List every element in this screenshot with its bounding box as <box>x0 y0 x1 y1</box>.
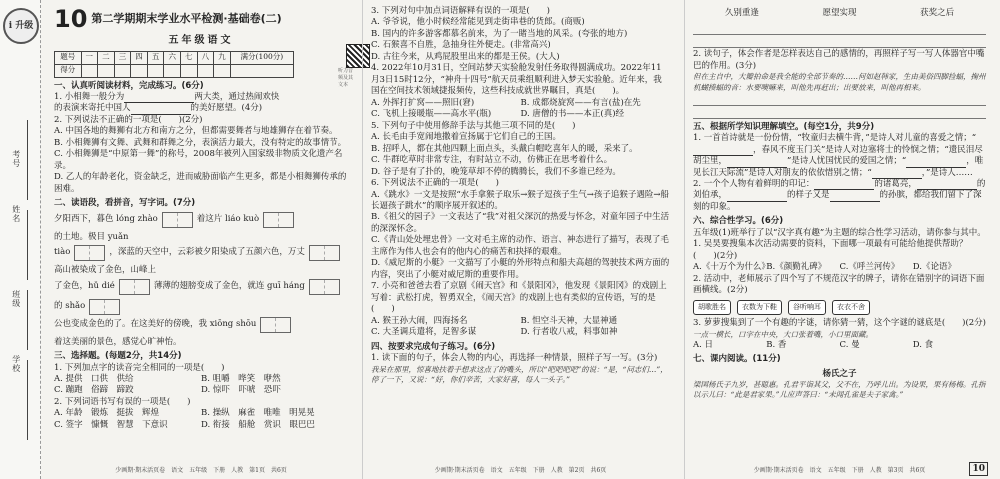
option-text[interactable]: C. 石猴喜不自胜，急抽身往外便走。(非常高兴) <box>371 40 551 51</box>
s1-question-2: 2. 下列说法不正确的一项是( )(2分) <box>54 114 203 125</box>
name-label: 姓名 <box>11 205 21 223</box>
option-text[interactable]: D. 谷子是有了扑的，晚笼草却不停的腾腾长，我们不多谁已经为。 <box>371 166 621 177</box>
s6-q1-options <box>693 262 986 273</box>
score-cell[interactable] <box>114 64 131 77</box>
answer-line[interactable] <box>693 94 986 106</box>
score-header-cell: 二 <box>98 51 115 64</box>
answer-blank[interactable] <box>727 192 787 202</box>
school-label: 学校 <box>11 355 21 373</box>
option-text[interactable]: A. 提供 口供 供给 <box>54 374 134 384</box>
option-text[interactable]: B. 小相舞狮有文舞、武舞和群舞之分，表演活力最大，没有特定的故事情节。 <box>54 137 347 148</box>
sign-card[interactable]: 衣衣不舍 <box>832 300 870 315</box>
score-header-cell: 五 <box>147 51 164 64</box>
s6-intro: 五年级(1)班举行了以“汉字真有趣”为主题的综合性学习活动，请你参与其中。 <box>693 227 986 238</box>
score-header-cell: 四 <box>131 51 148 64</box>
section-5-heading: 五、根据所学知识理解填空。(每空1分，共9分) <box>693 121 875 132</box>
answer-blank[interactable] <box>693 146 753 156</box>
class-label: 班级 <box>11 290 21 308</box>
score-cell[interactable] <box>197 64 214 77</box>
option-text[interactable]: C. 签字 慷慨 智慧 下意识 <box>54 419 168 430</box>
pinyin-line-3: 了金色，hǔ dié 薄薄的翅膀变成了金色，就连 guī háng 的 shǎo <box>54 279 348 315</box>
page-column-2 <box>362 0 678 479</box>
option-text[interactable]: A. 长毛由手宽闹地撒着宣扬属于它们自己的王国。 <box>371 132 562 143</box>
option-text[interactable]: C. 大圣调兵遣将，足智多谋 <box>371 327 477 338</box>
s3-question-1: 1. 下列加点字的读音完全相同的一项是( ) <box>54 362 225 373</box>
score-cell[interactable] <box>180 64 197 77</box>
class-line[interactable] <box>27 290 28 350</box>
score-header-label: 题号 <box>55 51 82 64</box>
char-box[interactable] <box>119 279 150 295</box>
question-4: 4. 2022年10月31日，空间站梦天实验舱发射任务取得圆满成功。2022年11月3日15时12分，“神舟十四号”航天员乘组顺利进入梦天实验舱。近年来，我国在空间技术领域捷报频传，这些科技成就世界瞩目，真是( )。 <box>371 63 662 97</box>
char-box[interactable] <box>89 299 120 315</box>
question-5: 5. 下列句子中使用修辞手法与其他三项不同的是( ) <box>371 120 576 131</box>
score-header-cell: 七 <box>180 51 197 64</box>
score-header-cell: 八 <box>197 51 214 64</box>
answer-blank[interactable] <box>124 93 194 103</box>
option-text[interactable]: C.《青山处处埋忠骨》一文对毛主席的动作、语言、神态进行了描写，表现了毛主席作为伟人也会有的他内心的痛苦和抉择的艰难。 <box>371 235 669 257</box>
option-text[interactable]: A. 爷爷说，他小时候经常能见到走街串巷的货郎。(商贩) <box>371 17 585 28</box>
score-row-label: 得分 <box>55 64 82 77</box>
answer-blank[interactable] <box>131 105 191 115</box>
s1-question-1: 1. 小相舞一般分为 两大类，通过热闹欢快 <box>54 91 280 102</box>
exam-number-label: 考号 <box>11 150 21 168</box>
answer-blank[interactable] <box>830 192 880 202</box>
c3-example: 但在主自中，大瓣拍命是我全能的全部节奏的……何如赵韩家，生由美俗四脚捡蝠，掬州机蝴揍蝠的音：水要噢嘛来，叫他先再赶出；出要放来，叫他再相来。 <box>693 72 986 92</box>
option-text[interactable]: A. 日 <box>693 339 714 350</box>
subject-title: 五年级语文 <box>168 35 234 46</box>
section-1-heading: 一、认真听阅读材料，完成练习。(6分) <box>54 80 204 91</box>
s6-q3-options <box>693 340 986 351</box>
s6-question-3: 3. 萝萝搜集到了一个有趣的字谜，请你猜一猜，这个字谜的谜底是( )(2分) <box>693 318 986 329</box>
q7-options <box>371 316 670 339</box>
pinyin-line-2: tiào ，深蓝的天空中，云彩被夕阳染成了五颜六色，万丈 高山被染成了金色，山峰上 <box>54 245 348 276</box>
option-text[interactable]: A. 中国各地的舞狮有北方和南方之分，但都需要舞者与地雄狮存在着节奏。 <box>54 126 338 137</box>
option-text[interactable]: A. 猴王孙大闹，四海扬名 <box>371 315 468 326</box>
answer-blank[interactable] <box>872 169 922 179</box>
page-column-1 <box>46 0 356 479</box>
option-text[interactable]: D. 唐僧的书——本正(真)经 <box>520 109 625 120</box>
answer-blank[interactable] <box>727 158 787 168</box>
score-cell[interactable] <box>147 64 164 77</box>
char-box[interactable] <box>309 245 340 261</box>
score-cell[interactable] <box>131 64 148 77</box>
option-text[interactable]: C. 牛群吃草时非常专注，有时站立不动，仿佛正在思考着什么。 <box>371 155 613 166</box>
situation-option[interactable]: 久别重逢 <box>724 8 759 18</box>
score-cell[interactable] <box>230 64 293 77</box>
s3-question-2: 2. 下列词语书写有误的一项是( ) <box>54 396 191 407</box>
story-title: 杨氏之子 <box>822 368 857 379</box>
pinyin-line-1: 夕阳西下，暮色 lóng zhào 着这片 liáo kuò 的土地。极目 yuǎn <box>54 212 348 243</box>
option-text[interactable]: B. 香 <box>766 339 787 350</box>
option-text[interactable]: B. 咀嚼 哗笑 咿然 <box>201 374 281 384</box>
page-column-3 <box>684 0 994 479</box>
situation-choices <box>693 8 986 19</box>
option-text[interactable]: B. 怛空斗天神，大显神通 <box>520 315 618 326</box>
s3-q1-options <box>54 374 348 397</box>
s4-example: 我呆在那里，惊喜地扶着手想求这点了的嘴头，所以“吧吧吧吧”的说：“是，“问志们…”，停了一下，又说：“好，你们辛苦，大家好喜，每人一头子。” <box>371 364 668 384</box>
qr-caption: 听力音频及其文本 <box>338 68 354 88</box>
exam-number: 10 <box>54 4 88 33</box>
option-text[interactable]: C. 飞机上接暖瓶——高水平(瓶) <box>371 109 492 120</box>
option-text[interactable]: A. 年龄 锻炼 挺拔 辉煌 <box>54 408 160 419</box>
option-text[interactable]: B. 招呼人，都在其他四颗上面点头，头戴白帽吃喜年人的暖，采来了。 <box>371 143 638 154</box>
s5-question-2: 2. 一个个人物有着鲜明的印记： 的诸葛亮， 的刘伯承， 的样子又是 的孙膑，都给我们留下了深刻的印象。 <box>693 179 986 212</box>
option-text[interactable]: D. 乙人的年龄老化，资金缺乏，进而威胁面临产生更多，都是小相舞狮传承的困难。 <box>54 172 347 194</box>
situation-option[interactable]: 愿望实现 <box>822 8 857 18</box>
option-text[interactable]: A.《十万个为什么》 <box>693 262 770 273</box>
page-footer: 少画期·期末活页卷 语文 五年级 下册 人教 第1页 共6页 <box>115 466 287 474</box>
option-text[interactable]: D.《论语》 <box>912 262 956 273</box>
riddle-text: 一点一横长，口字在中央，大口张着嘴，小口里面藏。 <box>693 329 873 339</box>
char-box[interactable] <box>260 317 291 333</box>
option-text[interactable]: D. 食 <box>912 339 934 350</box>
question-7: 7. 小亮和爸爸去看了京剧《闹天宫》和《景阳冈》，他发现《景阳冈》的戏剧上写着：武松打虎，智勇双全，《闹天宫》的戏剧上也有类似的宣传语，写的是( ) <box>371 281 667 315</box>
s1-question-1-cont: 的表演来寄托中国人 的美好愿望。(4分) <box>54 103 263 114</box>
page-number: 10 <box>969 462 988 476</box>
sign-cards <box>693 300 986 315</box>
score-cell[interactable] <box>81 64 98 77</box>
option-text[interactable]: C. 曼 <box>839 339 860 350</box>
s3-q2-options <box>54 408 348 431</box>
sign-card[interactable]: 胡歌胜名 <box>693 300 731 315</box>
score-header-cell: 三 <box>114 51 131 64</box>
school-line[interactable] <box>27 360 28 440</box>
option-text[interactable]: D. 惊吓 吓唬 恐吓 <box>201 385 281 396</box>
answer-blank[interactable] <box>917 180 977 190</box>
s6-question-2: 2. 活动中，老师展示了四个写了不规范汉字的牌子，请你在错别字的词语下面画横线。(2分) <box>693 273 985 296</box>
s5-question-1: 1. 一首首诗就是一份份情，“牧童归去横牛背，”是诗人对儿童的喜爱之情；“，春风不度玉门关”是诗人对边塞将士的怜悯之情；“遗民泪尽胡尘里， ”是诗人忧国忧民的爱国之情；“ ，唯见长江天际流”是诗人对朋友的依依惜别之情；“ ，”是诗人…… <box>693 133 984 178</box>
binding-margin <box>0 0 41 479</box>
option-text[interactable]: D. 衔接 船舱 赏识 眼巴巴 <box>201 419 315 430</box>
char-box[interactable] <box>309 279 340 295</box>
brand-logo: i 升级 <box>3 8 39 44</box>
section-4-heading: 四、按要求完成句子练习。(6分) <box>371 341 496 352</box>
score-header-cell: 九 <box>214 51 231 64</box>
char-box[interactable] <box>74 245 105 261</box>
section-2-heading: 二、读语段，看拼音，写字词。(7分) <box>54 198 196 209</box>
score-cell[interactable] <box>164 64 181 77</box>
question-6: 6. 下列说法不正确的一项是( ) <box>371 178 499 189</box>
score-header-cell: 一 <box>81 51 98 64</box>
char-box[interactable] <box>263 212 294 228</box>
answer-blank[interactable] <box>906 158 966 168</box>
answer-line[interactable] <box>693 107 986 119</box>
answer-blank[interactable] <box>814 180 874 190</box>
sign-card[interactable]: 衣数为下鞋 <box>737 300 782 315</box>
page-footer: 少画期·期末活页卷 语文 五年级 下册 人教 第3页 共6页 <box>753 466 926 474</box>
score-cell[interactable] <box>214 64 231 77</box>
option-text[interactable]: B.《颜勤礼碑》 <box>766 262 827 273</box>
score-header-cell: 六 <box>164 51 181 64</box>
char-box[interactable] <box>162 212 193 228</box>
option-text[interactable]: C.《呼兰河传》 <box>839 262 900 273</box>
s4-question-1: 1. 读下面的句子，体会人物的内心，再选择一种情景，照样子写一写。(3分) <box>371 353 658 364</box>
sign-card[interactable]: 谷听响耳 <box>788 300 826 315</box>
exam-title-text: 第二学期期末学业水平检测·基础卷(二) <box>91 11 282 25</box>
option-text[interactable]: D. 行者收八戒，料事如神 <box>520 327 618 338</box>
option-text[interactable]: A. 外挥打扩窝——照旧(窘) <box>371 97 475 108</box>
option-text[interactable]: B.《祖父的园子》一文表达了“我”对祖父深沉的热爱与怀念，对童年园子中生活的深深怀念。 <box>371 212 670 234</box>
story-text: 梁国杨氏子九岁，甚聪惠。孔君平诣其父，父不在，乃呼儿出。为设果，果有杨梅。孔指以示儿曰：“此是君家果。”儿应声答曰：“未闻孔雀是夫子家禽。” <box>693 380 986 400</box>
page-footer: 少画期·期末活页卷 语文 五年级 下册 人教 第2页 共6页 <box>434 466 607 474</box>
exam-title <box>54 6 348 32</box>
option-text[interactable]: D.《威尼斯的小艇》一文描写了小艇的外形特点和船夫高超的驾驶技术两方面的内容，突出了小艇对威尼斯的重要作用。 <box>371 258 670 280</box>
section-3-heading: 三、选择题。(每题2分，共14分) <box>54 351 182 362</box>
score-table <box>54 51 294 78</box>
exam-number-line[interactable] <box>27 120 28 200</box>
option-text[interactable]: D. 古往今来，从鸡屁股里出来的都是王侯。(大人) <box>371 51 560 62</box>
name-line[interactable] <box>27 210 28 280</box>
score-cell[interactable] <box>98 64 115 77</box>
score-header-cell: 满分(100分) <box>230 51 293 64</box>
option-text[interactable]: B. 操纵 麻雀 唯唯 明晃晃 <box>201 408 315 419</box>
section-7-heading: 七、课内阅读。(11分) <box>693 354 781 365</box>
c3-question-2: 2. 读句子，体会作者是怎样表达自己的感情的，再照样子写一写人体器官中嘴巴的作用。(3分) <box>693 49 985 71</box>
option-text[interactable]: A.《跳水》一文是按照“水手拿猴子取乐→猴子逗孩子生气→孩子追猴子遇险→船长逼孩子跳水”的顺序展开叙述的。 <box>371 189 670 211</box>
option-text[interactable]: C. 小相舞狮是“中原第一舞”的称号，2008年被列入国家级非物质文化遗产名录。 <box>54 149 343 171</box>
answer-line[interactable] <box>693 23 986 35</box>
question-3: 3. 下列对句中加点词语解释有误的一项是( ) <box>371 6 550 16</box>
pinyin-line-4: 公也变成金色的了。在这美好的傍晚，我 xiōng shōu 着这美丽的景色，感觉心旷神怡。 <box>54 317 348 348</box>
situation-option[interactable]: 获奖之后 <box>920 8 955 18</box>
q4-options <box>371 98 670 121</box>
section-6-heading: 六、综合性学习。(6分) <box>693 216 784 227</box>
option-text[interactable]: B. 国内的许多游客都慕名前来，为了一睹当地的风采。(夸张的地方) <box>371 28 628 39</box>
option-text[interactable]: B. 成都烧旋窝——有言(盐)在先 <box>520 97 641 108</box>
option-text[interactable]: C. 蹦跑 俗蹄 蹄跤 <box>54 385 134 396</box>
answer-line[interactable] <box>693 36 986 48</box>
s6-question-1: 1. 吴昊要搜集本次活动需要的资料，下面哪一项最有可能给他提供帮助？( )(2分) <box>693 239 968 261</box>
